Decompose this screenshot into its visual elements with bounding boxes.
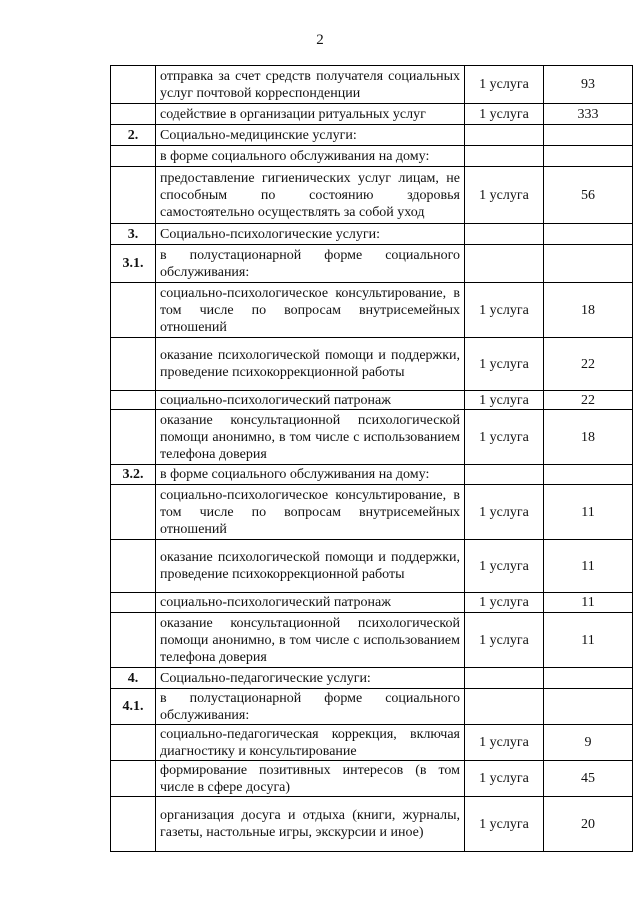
service-description: Социально-медицинские услуги: bbox=[156, 125, 465, 146]
service-value: 9 bbox=[544, 725, 633, 761]
table-row bbox=[111, 338, 633, 391]
service-description: содействие в организации ритуальных услуг bbox=[156, 104, 465, 125]
table-row bbox=[111, 224, 633, 245]
service-unit: 1 услуга bbox=[465, 167, 544, 224]
service-description: оказание консультационной психологической помощи анонимно, в том числе с использованием телефона доверия bbox=[156, 410, 465, 465]
service-value: 20 bbox=[544, 797, 633, 852]
table-row bbox=[111, 465, 633, 485]
table-row bbox=[111, 66, 633, 104]
row-number bbox=[111, 540, 156, 593]
service-unit bbox=[465, 689, 544, 725]
table-row bbox=[111, 146, 633, 167]
service-value: 18 bbox=[544, 283, 633, 338]
service-value: 93 bbox=[544, 66, 633, 104]
row-number: 4. bbox=[111, 668, 156, 689]
service-unit bbox=[465, 465, 544, 485]
service-value bbox=[544, 146, 633, 167]
service-description: социально-психологический патронаж bbox=[156, 593, 465, 613]
table-row bbox=[111, 668, 633, 689]
service-unit bbox=[465, 245, 544, 283]
row-number bbox=[111, 593, 156, 613]
row-number bbox=[111, 613, 156, 668]
service-description: социально-психологическое консультирование, в том числе по вопросам внутрисемейных отношений bbox=[156, 485, 465, 540]
service-unit: 1 услуга bbox=[465, 540, 544, 593]
row-number: 4.1. bbox=[111, 689, 156, 725]
service-unit: 1 услуга bbox=[465, 485, 544, 540]
service-unit: 1 услуга bbox=[465, 797, 544, 852]
service-unit bbox=[465, 224, 544, 245]
service-unit: 1 услуга bbox=[465, 761, 544, 797]
service-value bbox=[544, 668, 633, 689]
table-row bbox=[111, 689, 633, 725]
service-value bbox=[544, 689, 633, 725]
service-value bbox=[544, 224, 633, 245]
row-number bbox=[111, 283, 156, 338]
page-number: 2 bbox=[316, 32, 324, 48]
service-description: формирование позитивных интересов (в том числе в сфере досуга) bbox=[156, 761, 465, 797]
row-number bbox=[111, 104, 156, 125]
table-row bbox=[111, 613, 633, 668]
service-value: 11 bbox=[544, 485, 633, 540]
service-description: социально-психологический патронаж bbox=[156, 391, 465, 410]
service-description: в полустационарной форме социального обслуживания: bbox=[156, 245, 465, 283]
service-description: Социально-педагогические услуги: bbox=[156, 668, 465, 689]
row-number: 3.1. bbox=[111, 245, 156, 283]
row-number bbox=[111, 797, 156, 852]
table-row bbox=[111, 125, 633, 146]
table-row bbox=[111, 391, 633, 410]
service-unit: 1 услуга bbox=[465, 338, 544, 391]
service-value: 45 bbox=[544, 761, 633, 797]
row-number bbox=[111, 338, 156, 391]
service-description: в форме социального обслуживания на дому: bbox=[156, 146, 465, 167]
services-table bbox=[110, 65, 633, 852]
row-number bbox=[111, 391, 156, 410]
service-value: 22 bbox=[544, 338, 633, 391]
service-description: предоставление гигиенических услуг лицам, не способным по состоянию здоровья самостоятельно осуществлять за собой уход bbox=[156, 167, 465, 224]
service-unit bbox=[465, 668, 544, 689]
service-unit: 1 услуга bbox=[465, 66, 544, 104]
table-row bbox=[111, 245, 633, 283]
row-number bbox=[111, 410, 156, 465]
service-unit: 1 услуга bbox=[465, 104, 544, 125]
row-number bbox=[111, 485, 156, 540]
service-unit: 1 услуга bbox=[465, 593, 544, 613]
row-number bbox=[111, 761, 156, 797]
service-value: 11 bbox=[544, 540, 633, 593]
service-unit: 1 услуга bbox=[465, 283, 544, 338]
row-number: 2. bbox=[111, 125, 156, 146]
service-description: социально-психологическое консультирование, в том числе по вопросам внутрисемейных отношений bbox=[156, 283, 465, 338]
service-value: 22 bbox=[544, 391, 633, 410]
table-row bbox=[111, 104, 633, 125]
row-number bbox=[111, 66, 156, 104]
service-unit: 1 услуга bbox=[465, 410, 544, 465]
service-description: отправка за счет средств получателя социальных услуг почтовой корреспонденции bbox=[156, 66, 465, 104]
service-description: Социально-психологические услуги: bbox=[156, 224, 465, 245]
service-value: 11 bbox=[544, 613, 633, 668]
row-number bbox=[111, 725, 156, 761]
service-unit: 1 услуга bbox=[465, 391, 544, 410]
table-row bbox=[111, 283, 633, 338]
table-row bbox=[111, 725, 633, 761]
row-number bbox=[111, 146, 156, 167]
service-description: в полустационарной форме социального обслуживания: bbox=[156, 689, 465, 725]
service-description: оказание психологической помощи и поддержки, проведение психокоррекционной работы bbox=[156, 338, 465, 391]
table-row bbox=[111, 167, 633, 224]
table-row bbox=[111, 797, 633, 852]
service-description: организация досуга и отдыха (книги, журналы, газеты, настольные игры, экскурсии и иное) bbox=[156, 797, 465, 852]
table-row bbox=[111, 540, 633, 593]
service-description: оказание психологической помощи и поддержки, проведение психокоррекционной работы bbox=[156, 540, 465, 593]
service-unit bbox=[465, 146, 544, 167]
row-number bbox=[111, 167, 156, 224]
service-value: 11 bbox=[544, 593, 633, 613]
row-number: 3. bbox=[111, 224, 156, 245]
service-description: в форме социального обслуживания на дому: bbox=[156, 465, 465, 485]
table-row bbox=[111, 410, 633, 465]
service-value bbox=[544, 465, 633, 485]
table-row bbox=[111, 593, 633, 613]
service-unit: 1 услуга bbox=[465, 613, 544, 668]
service-value bbox=[544, 125, 633, 146]
service-unit bbox=[465, 125, 544, 146]
service-value bbox=[544, 245, 633, 283]
service-value: 56 bbox=[544, 167, 633, 224]
service-description: социально-педагогическая коррекция, включая диагностику и консультирование bbox=[156, 725, 465, 761]
service-value: 18 bbox=[544, 410, 633, 465]
row-number: 3.2. bbox=[111, 465, 156, 485]
service-unit: 1 услуга bbox=[465, 725, 544, 761]
table-row bbox=[111, 485, 633, 540]
service-value: 333 bbox=[544, 104, 633, 125]
service-description: оказание консультационной психологической помощи анонимно, в том числе с использованием телефона доверия bbox=[156, 613, 465, 668]
table-row bbox=[111, 761, 633, 797]
